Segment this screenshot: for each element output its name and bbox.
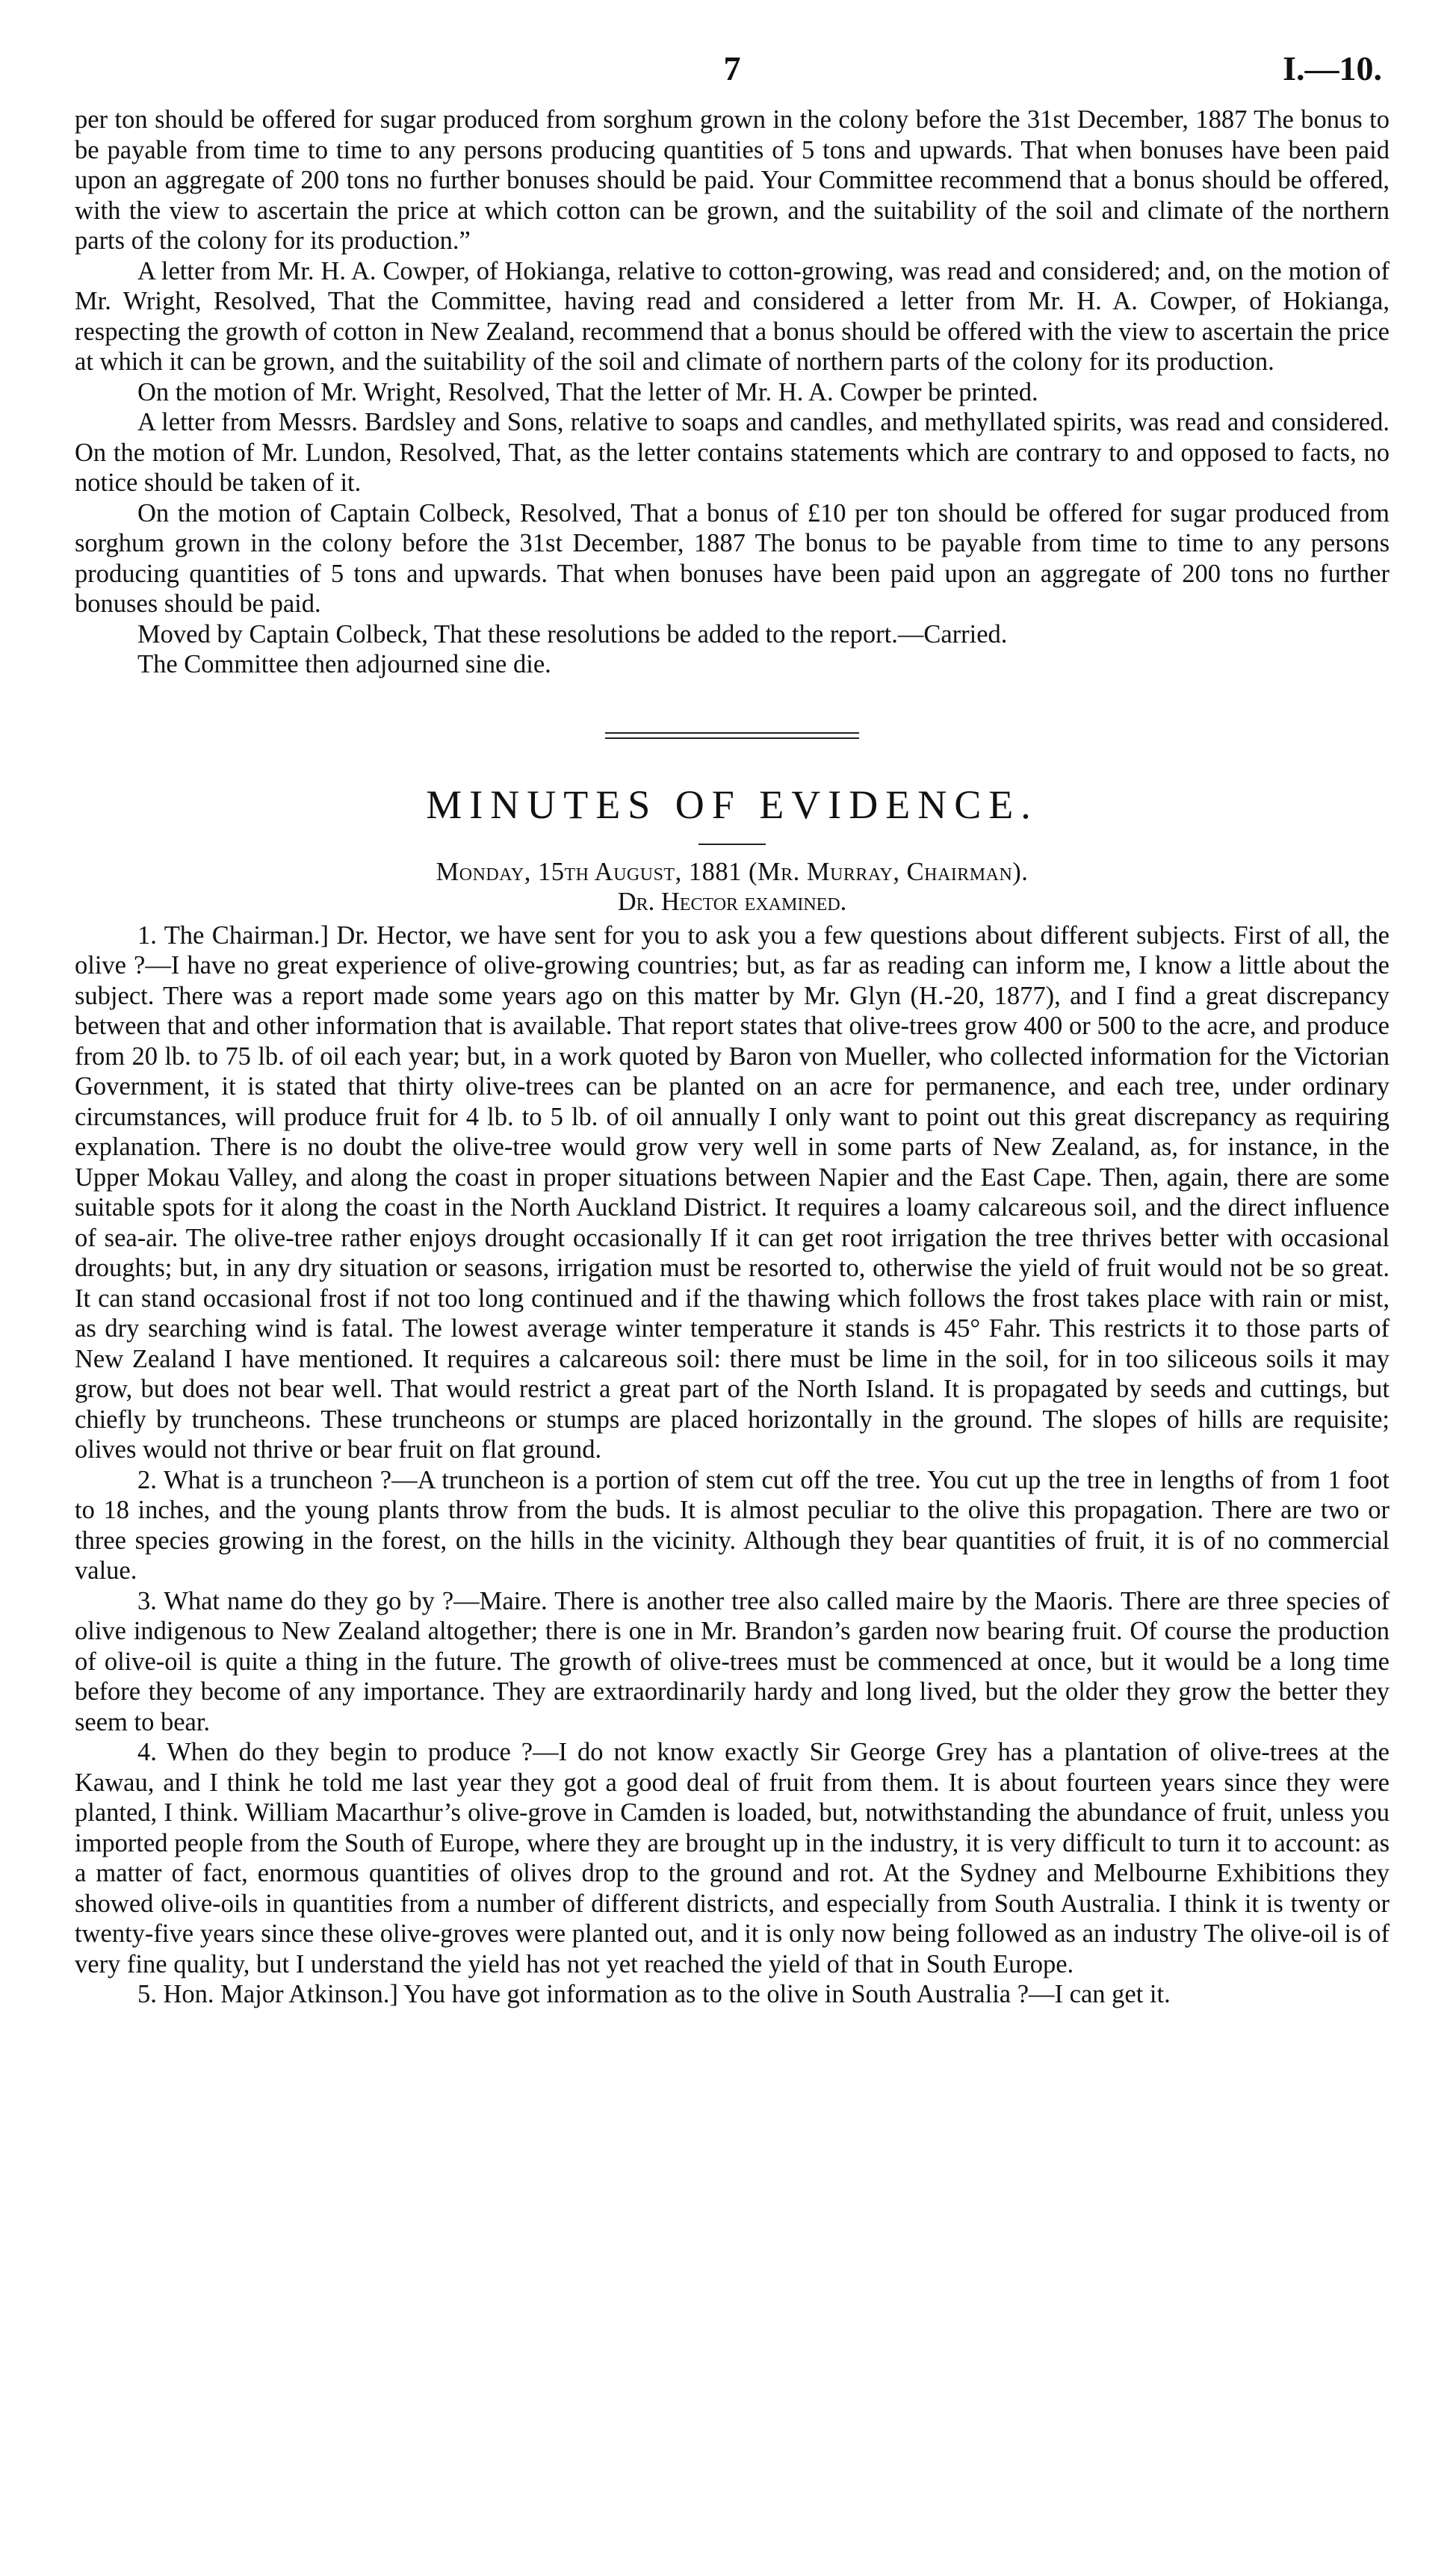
- question-1: 1. The Chairman.] Dr. Hector, we have sent for you to ask you a few questions about different subjects. First of all, the olive ?—I have no great experience of olive-growing countries; but, as far as reading can inform me, I know a little about the subject. There was a report made some years ago on this matter by Mr. Glyn (H.-20, 1877), and I find a great discrepancy between that and other information that is available. That report states that olive-trees grow 400 or 500 to the acre, and produce from 20 lb. to 75 lb. of oil each year; but, in a work quoted by Baron von Mueller, who collected information for the Victorian Government, it is stated that thirty olive-trees can be planted on an acre for permanence, and each tree, under ordinary circumstances, will produce fruit for 4 lb. to 5 lb. of oil annually I only want to point out this great discrepancy as requiring explanation. There is no doubt the olive-tree would grow very well in some parts of New Zealand, as, for instance, in the Upper Mokau Valley, and along the coast in proper situations between Napier and the East Cape. Then, again, there are some suitable spots for it along the coast in the North Auckland District. It requires a loamy calcareous soil, and the direct influence of sea-air. The olive-tree rather enjoys drought occasionally If it can get root irrigation the tree thrives better with occasional droughts; but, in any dry situation or seasons, irrigation must be resorted to, otherwise the yield of fruit would not be so great. It can stand occasional frost if not too long continued and if the thawing which follows the frost takes place with rain or mist, as dry searching wind is fatal. The lowest average winter temperature it stands is 45° Fahr. This restricts it to those parts of New Zealand I have mentioned. It requires a calcareous soil: there must be lime in the soil, for in too siliceous soils it may grow, but does not bear well. That would restrict a great part of the North Island. It is propagated by seeds and cuttings, but chiefly by truncheons. These truncheons or stumps are placed horizontally in the ground. The slopes of hills are requisite; olives would not thrive or bear fruit on flat ground.: [75, 920, 1390, 1464]
- document-page: [75, 45, 1390, 2010]
- question-5: 5. Hon. Major Atkinson.] You have got information as to the olive in South Australia ?—I can get it.: [137, 1980, 1171, 2008]
- section-heading: MINUTES OF EVIDENCE.: [426, 782, 1038, 827]
- question-2: 2. What is a truncheon ?—A truncheon is a portion of stem cut off the tree. You cut up the tree in lengths of from 1 foot to 18 inches, and the young plants throw from the buds. It is almost peculiar to the olive this propagation. There are two or three species growing in the forest, on the hills in the vicinity. Although they bear quantities of fruit, it is of no commercial value.: [75, 1465, 1390, 1585]
- question-4: 4. When do they begin to produce ?—I do not know exactly Sir George Grey has a plantation of olive-trees at the Kawau, and I think he told me last year they got a good deal of fruit from them. It is about fourteen years since they were planted, I think. William Macarthur’s olive-grove in Camden is loaded, but, notwithstanding the abundance of fruit, unless you imported people from the South of Europe, where they are brought up in the industry, it is very difficult to turn it to account: as a matter of fact, enormous quantities of olives drop to the ground and rot. At the Sydney and Melbourne Exhibitions they showed olive-oils in quantities from a number of different districts, and especially from South Australia. I think it is twenty or twenty-five years since these olive-groves were planted out, and it is only now being followed as an industry The olive-oil is of very fine quality, but I understand the yield has not yet reached the yield of that in South Europe.: [75, 1738, 1390, 1978]
- paragraph-bardsley-letter: A letter from Messrs. Bardsley and Sons, relative to soaps and candles, and methyllated spirits, was read and considered. On the motion of Mr. Lundon, Resolved, That, as the letter contains statements which are contrary to and opposed to facts, no notice should be taken of it.: [75, 408, 1390, 497]
- paragraph-print-resolution: On the motion of Mr. Wright, Resolved, That the letter of Mr. H. A. Cowper be printed.: [137, 377, 1038, 406]
- paragraph-motion-carried: Moved by Captain Colbeck, That these resolutions be added to the report.—Carried.: [137, 619, 1008, 649]
- page-header: [75, 45, 1390, 105]
- question-3: 3. What name do they go by ?—Maire. There is another tree also called maire by the Maoris. There are three species of olive indigenous to New Zealand altogether; there is one in Mr. Brandon’s garden now bearing fruit. Of course the production of olive-oil is quite a thing in the future. The growth of olive-trees must be commenced at once, but it would be a long time before they become of any importance. They are extraordinarily hardy and long lived, but the older they grow the better they seem to bear.: [75, 1586, 1390, 1736]
- paragraph-adjourned: The Committee then adjourned sine die.: [137, 650, 551, 678]
- page-number: 7: [723, 49, 741, 87]
- witness-line: Dr. Hector examined.: [617, 888, 847, 916]
- section-divider: [605, 732, 859, 739]
- session-line: Monday, 15th August, 1881 (Mr. Murray, Chairman).: [436, 857, 1029, 886]
- continuation-paragraph: per ton should be offered for sugar produced from sorghum grown in the colony before the 31st December, 1887 The bonus to be payable from time to time to any persons producing quantities of 5 tons and upwards. That when bonuses have been paid upon an aggregate of 200 tons no further bonuses should be paid. Your Committee recommend that a bonus should be offered, with the view to ascertain the price at which cotton can be grown, and the suitability of the soil and climate of the northern parts of the colony for its production.”: [75, 105, 1390, 255]
- paragraph-cotton-letter: A letter from Mr. H. A. Cowper, of Hokianga, relative to cotton-growing, was read and considered; and, on the motion of Mr. Wright, Resolved, That the Committee, having read and considered a letter from Mr. H. A. Cowper, of Hokianga, respecting the growth of cotton in New Zealand, recommend that a bonus should be offered with the view to ascertain the price at which it can be grown, and the suitability of the soil and climate of northern parts of the colony for its production.: [75, 256, 1390, 376]
- document-reference: I.—10.: [1283, 49, 1382, 87]
- paragraph-sorghum-bonus: On the motion of Captain Colbeck, Resolved, That a bonus of £10 per ton should be offered for sugar produced from sorghum grown in the colony before the 31st December, 1887 The bonus to be payable from time to time to any persons producing quantities of 5 tons and upwards. That when bonuses have been paid upon an aggregate of 200 tons no further bonuses should be paid.: [75, 498, 1390, 618]
- heading-underline: [698, 844, 766, 845]
